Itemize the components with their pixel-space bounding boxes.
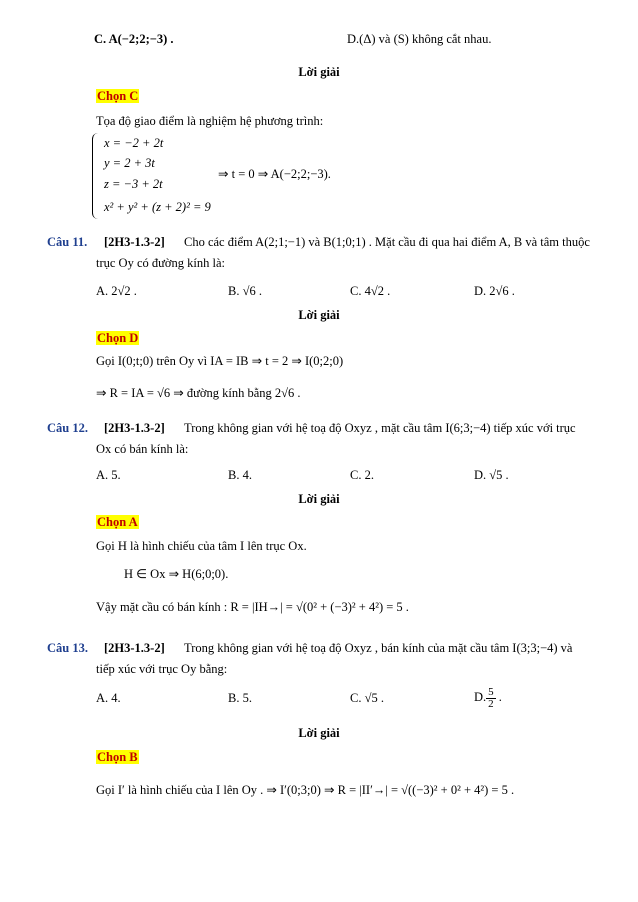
- solution-line: Gọi H là hình chiếu của tâm I lên trục Ox.: [96, 539, 307, 553]
- question-number: Câu 13.: [47, 641, 88, 655]
- choose-label: Chọn D: [97, 331, 139, 345]
- equation-2: y = 2 + 3t: [104, 156, 155, 170]
- answer-a: A. 4.: [96, 691, 121, 705]
- solution-heading: Lời giải: [298, 65, 340, 79]
- question-text: trục Oy có đường kính là:: [96, 256, 225, 270]
- answer-a: A. 2√2 .: [96, 284, 137, 298]
- question-code: [2H3-1.3-2]: [104, 235, 165, 249]
- answer-d: D. $\frac{5}{2}$ .: [474, 685, 502, 710]
- option-c: C. A(−2;2;−3) .: [94, 32, 174, 46]
- fraction: [486, 687, 496, 710]
- solution-heading: Lời giải: [298, 726, 340, 740]
- question-text: Cho các điểm A(2;1;−1) và B(1;0;1) . Mặt cầu đi qua hai điểm A, B và tâm thuộc: [184, 235, 590, 249]
- question-text: tiếp xúc với trục Oy bằng:: [96, 662, 228, 676]
- answer-d-label: D.: [474, 690, 487, 704]
- choose-label: Chọn B: [97, 750, 138, 764]
- equation-1: x = −2 + 2t: [104, 136, 164, 150]
- solution-heading: Lời giải: [298, 492, 340, 506]
- answer-b: B. 5.: [228, 691, 252, 705]
- answer-b: B. 4.: [228, 468, 252, 482]
- solution-line: Vậy mặt cầu có bán kính : R = |IH→| = √(0² + (−3)² + 4²) = 5 .: [96, 600, 409, 614]
- choose-label: Chọn A: [97, 515, 138, 529]
- question-number: Câu 12.: [47, 421, 88, 435]
- fraction-denominator: 2: [488, 697, 494, 710]
- choose-label: Chọn C: [97, 89, 139, 103]
- question-text: Trong không gian với hệ toạ độ Oxyz , mặt cầu tâm I(6;3;−4) tiếp xúc với trục: [184, 421, 576, 435]
- answer-c: C. 4√2 .: [350, 284, 391, 298]
- system-brace: [92, 133, 101, 219]
- equation-3: z = −3 + 2t: [104, 177, 163, 191]
- answer-b: B. √6 .: [228, 284, 262, 298]
- solution-line: ⇒ R = IA = √6 ⇒ đường kính bằng 2√6 .: [96, 386, 301, 400]
- system-result: ⇒ t = 0 ⇒ A(−2;2;−3).: [218, 167, 331, 181]
- solution-intro: Tọa độ giao điểm là nghiệm hệ phương trình:: [96, 114, 324, 128]
- equation-4: x² + y² + (z + 2)² = 9: [104, 200, 211, 214]
- solution-line: Gọi I′ là hình chiếu của I lên Oy . ⇒ I′(0;3;0) ⇒ R = |II′→| = √((−3)² + 0² + 4²) = 5 .: [96, 783, 515, 797]
- question-text: Trong không gian với hệ toạ độ Oxyz , bán kính của mặt cầu tâm I(3;3;−4) và: [184, 641, 573, 655]
- question-code: [2H3-1.3-2]: [104, 641, 165, 655]
- answer-d: D. √5 .: [474, 468, 509, 482]
- answer-c: C. 2.: [350, 468, 374, 482]
- question-code: [2H3-1.3-2]: [104, 421, 165, 435]
- solution-line: Gọi I(0;t;0) trên Oy vì IA = IB ⇒ t = 2 ⇒ I(0;2;0): [96, 354, 344, 368]
- question-number: Câu 11.: [47, 235, 88, 249]
- solution-line: H ∈ Ox ⇒ H(6;0;0).: [124, 567, 229, 581]
- answer-d: D. 2√6 .: [474, 284, 515, 298]
- answer-a: A. 5.: [96, 468, 121, 482]
- question-text: Ox có bán kính là:: [96, 442, 189, 456]
- option-d: D.(Δ) và (S) không cắt nhau.: [347, 32, 492, 46]
- solution-heading: Lời giải: [298, 308, 340, 322]
- fraction-numerator: 5: [488, 685, 494, 698]
- answer-c: C. √5 .: [350, 691, 384, 705]
